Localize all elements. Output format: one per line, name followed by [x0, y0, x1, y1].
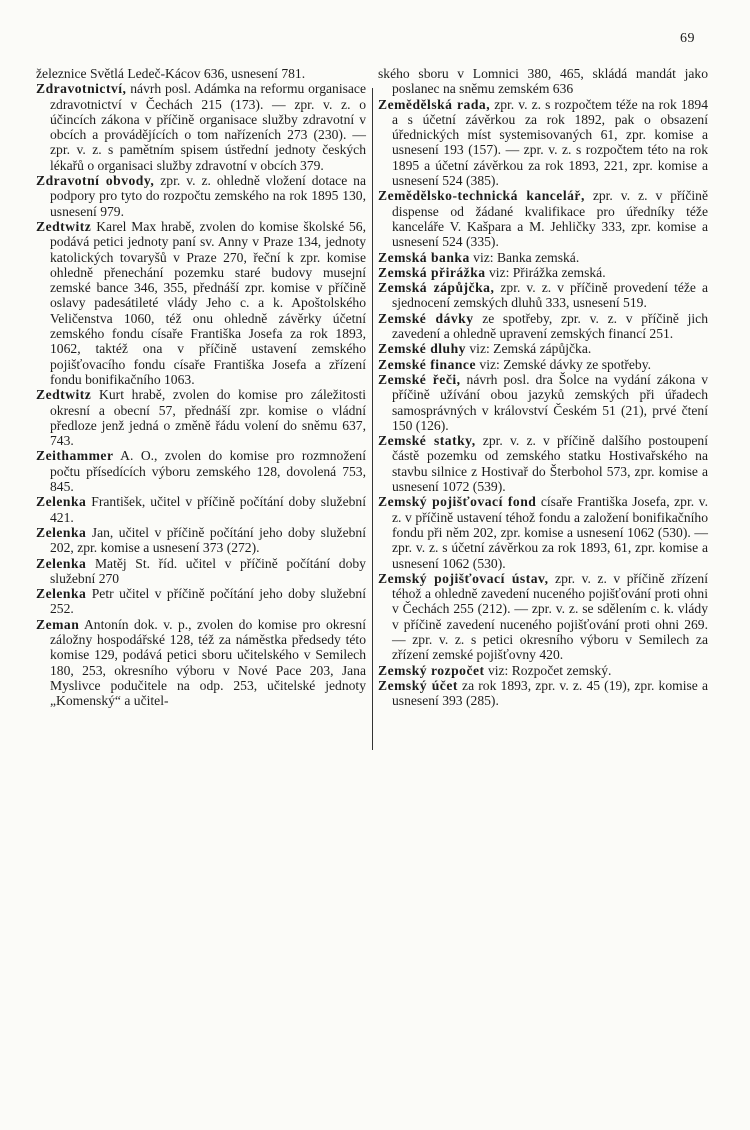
index-entry — [36, 494, 366, 525]
index-entry-heading: Zemědělská rada, — [378, 96, 491, 112]
index-entry-text: zpr. v. z. v příčině zřízení téhož a ohledně zavedení nuceného pojišťování proti ohni v Čechách 255 (212). — zpr. v. z. se sdělením c. k. vlády v příčině zavedení nuceného pojišťování proti ohni 269. — zpr. v. z. s petici okresního výboru v Semilech za zřízení zemské pojišťovny 420. — [392, 570, 708, 663]
index-entry-heading: Zemská zápůjčka, — [378, 280, 495, 296]
index-entry-text: viz: Banka zemská. — [473, 249, 580, 265]
index-entry — [378, 188, 708, 249]
index-entry-text: Antonín dok. v. p., zvolen do komise pro okresní záložny hospodářské 128, též za náměstka předsedy této komise 129, podává petici sboru učitelského v Semilech 180, 253, okresního výboru v Nové Pace 203, Jana Myslivce podučitele na odp. 253, učitelské jednoty „Komenský“ a učitel- — [50, 616, 366, 709]
index-entry — [36, 617, 366, 709]
index-entry-text: zpr. v. z. v příčině dalšího postoupení částě pozemku od zemského statku Hostivařského na stavbu silnice z Hostivař do Šterbohol 573, zpr. komise a usnesení 1072 (539). — [392, 433, 708, 495]
index-entry-heading: Zemský rozpočet — [378, 662, 485, 678]
index-entry — [378, 280, 708, 311]
index-entry-text: viz: Zemské dávky ze spotřeby. — [479, 356, 652, 372]
index-entry-text: zpr. v. z. s rozpočtem téže na rok 1894 a s účetní závěrkou za rok 1892, pak o obsazení úřednických míst systemisovaných 61, zpr. komise a usnesení 193 (157). — zpr. v. z. s rozpočtem této na rok 1895 a účetní závěrkou za rok 1893, 221, zpr. komise a usnesení 524 (385). — [392, 96, 708, 189]
index-entry-heading: Zemské finance — [378, 356, 476, 372]
index-entry-text: Kurt hrabě, zvolen do komise pro záležitosti okresní a obecní 57, přednáší zpr. komise o vládní předloze jenž jedná o změně řádu volení do sněmu 637, 743. — [50, 387, 367, 449]
index-entry-heading: Zemská přirážka — [378, 264, 486, 280]
index-entry-text: A. O., zvolen do komise pro rozmnožení počtu přísedících výboru zemského 128, dovolená 753, 845. — [50, 448, 366, 495]
index-entry-heading: Zelenka — [36, 494, 87, 510]
index-entry — [378, 433, 708, 494]
index-entry-heading: Zdravotnictví, — [36, 81, 127, 97]
index-entry — [36, 387, 366, 448]
index-entry-heading: Zemské dávky — [378, 310, 474, 326]
index-entry-heading: Zelenka — [36, 524, 87, 540]
index-entry-text: návrh posl. dra Šolce na vydání zákona v příčině užívání obou jazyků zemských při úřadech samosprávných v království Českém 51 (21), prvé čtení 150 (126). — [392, 371, 708, 433]
index-entry-heading: Zemské řeči, — [378, 371, 461, 387]
column-divider — [372, 88, 373, 750]
index-entry-heading: Zedtwitz — [36, 387, 92, 403]
index-entry — [36, 448, 366, 494]
index-entry — [378, 663, 708, 678]
index-entry-heading: Zelenka — [36, 586, 87, 602]
index-entry-heading: Zedtwitz — [36, 218, 92, 234]
index-entry-text: viz: Rozpočet zemský. — [487, 662, 612, 678]
index-entry-heading: Zemský pojišťovací fond — [378, 494, 537, 510]
index-entry — [36, 219, 366, 387]
index-entry-heading: Zemské dluhy — [378, 341, 466, 357]
index-entry-text: zpr. v. z. v příčině provedení téže a sjednocení zemských dluhů 333, usnesení 519. — [392, 280, 708, 311]
index-entry — [378, 66, 708, 97]
index-entry-text: zpr. v. z. v příčině dispense od žádané kvalifikace pro úředníky téže kanceláře V. Kašpara a M. Jehličky 333, zpr. komise a usnesení 524 (335). — [392, 188, 708, 250]
index-entry-heading: Zemská banka — [378, 249, 470, 265]
index-entry — [36, 66, 366, 81]
index-entry-heading: Zemský účet — [378, 677, 458, 693]
index-entry — [378, 678, 708, 709]
page-number: 69 — [680, 31, 695, 46]
index-entry — [378, 357, 708, 372]
index-entry — [36, 173, 366, 219]
index-entry-text: Karel Max hrabě, zvolen do komise školské 56, podává petici jednoty paní sv. Anny v Praze 134, jednoty katolických tovaryšů v Praze 270, řeční k zpr. komise ohledně přenechání pozemku staré budovy musejní zemské bance 346, 355, přednáší zpr. komise v příčině oslavy padesátileté vlády Jeho c. a k. Apoštolského Veličenstva 1060, též onu ohledně závěrky účetní zemského fondu císaře Františka Josefa za rok 1893, 1062, taktéž ona v příčině ustavení zemského pojišťovacího fondu císaře Františka Josefa a zřízení fondu bonifikačního 1063. — [50, 218, 366, 387]
index-entry-text: zpr. v. z. ohledně vložení dotace na podpory pro tyto do rozpočtu zemského na rok 1895 130, usnesení 979. — [50, 173, 366, 219]
index-entry-text: Petr učitel v příčině počítání jeho doby služební 252. — [50, 586, 366, 617]
index-entry-text: železnice Světlá Ledeč-Kácov 636, usnesení 781. — [36, 66, 306, 81]
index-entry — [36, 556, 366, 587]
index-entry — [378, 311, 708, 342]
index-entry-heading: Zeman — [36, 616, 80, 632]
index-entry — [378, 494, 708, 570]
index-column-left — [36, 66, 366, 708]
index-column-right — [378, 66, 708, 708]
index-entry-text: ze spotřeby, zpr. v. z. v příčině jich zavedení a ohledně upravení zemských financí 251. — [392, 310, 709, 342]
index-entry-heading: Zelenka — [36, 555, 87, 571]
index-entry — [378, 341, 708, 356]
index-entry-text: návrh posl. Adámka na reformu organisace zdravotnictví v Čechách 215 (173). — zpr. v. z. o účincích zákona v příčině organisace služby zdravotní v obcích a provádějících o tom nařízeních 273 (230). — zpr. v. z. s pamětním spisem ústřední jednoty českých lékařů o organisaci služby zdravotní v obcích 379. — [50, 81, 366, 173]
index-entry — [378, 265, 708, 280]
index-entry-text: viz: Přirážka zemská. — [488, 264, 606, 280]
index-entry — [36, 525, 366, 556]
index-entry — [378, 571, 708, 663]
index-entry-heading: Zemědělsko-technická kancelář, — [378, 188, 585, 204]
index-entry-text: viz: Zemská zápůjčka. — [469, 341, 592, 357]
index-entry-text: za rok 1893, zpr. v. z. 45 (19), zpr. komise a usnesení 393 (285). — [392, 677, 708, 709]
index-entry-text: Jan, učitel v příčině počítání jeho doby služební 202, zpr. komise a usnesení 373 (272). — [50, 524, 366, 556]
index-entry-text: ského sboru v Lomnici 380, 465, skládá mandát jako poslanec na sněmu zemském 636 — [378, 66, 708, 97]
index-entry-text: František, učitel v příčině počítání doby služební 421. — [50, 494, 366, 525]
index-entry — [36, 586, 366, 617]
index-entry-text: Matěj St. říd. učitel v příčině počítání doby služební 270 — [50, 555, 366, 586]
index-entry — [378, 97, 708, 189]
index-entry — [378, 372, 708, 433]
index-entry — [378, 250, 708, 265]
index-entry-heading: Zemské statky, — [378, 433, 476, 449]
index-entry-heading: Zemský pojišťovací ústav, — [378, 570, 549, 586]
index-entry-heading: Zdravotní obvody, — [36, 173, 155, 189]
index-entry-heading: Zeithammer — [36, 448, 114, 464]
index-entry-text: císaře Františka Josefa, zpr. v. z. v příčině ustavení téhož fondu a založení bonifikačního fondu při něm 202, zpr. komise a usnesení 1062 (530). — zpr. v. z. s účetní závěrkou za rok 1893, 61, zpr. komise a usnesení 1062 (530). — [392, 494, 708, 571]
index-entry — [36, 81, 366, 173]
